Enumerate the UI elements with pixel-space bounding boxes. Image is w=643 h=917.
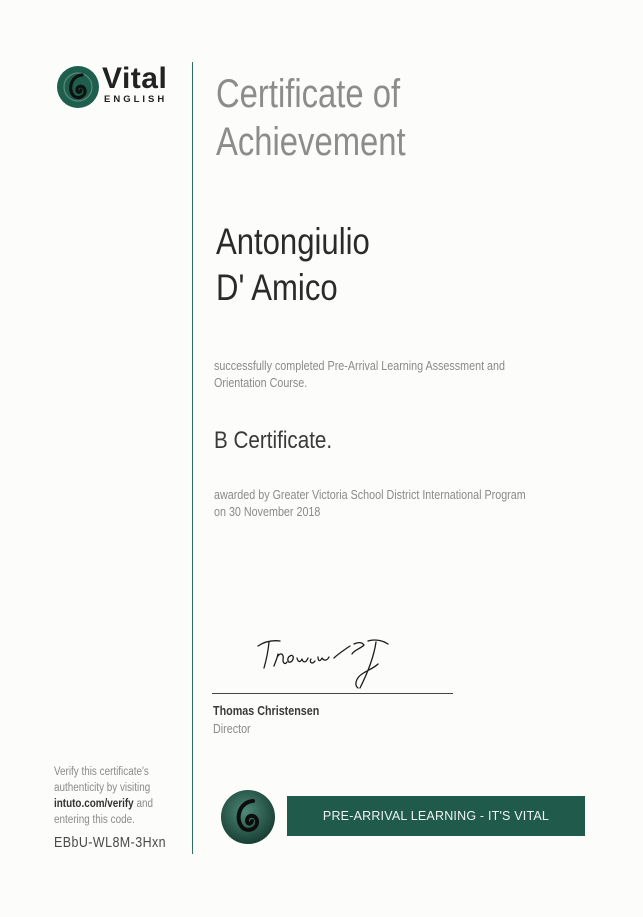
- slogan-text: PRE-ARRIVAL LEARNING - IT'S VITAL: [322, 809, 550, 823]
- recipient-first-name: Antongiulio: [216, 221, 370, 262]
- koru-emblem-icon: [220, 789, 276, 845]
- signatory-name: Thomas Christensen: [213, 704, 320, 718]
- award-statement: [214, 487, 575, 521]
- certificate-title: [216, 70, 406, 166]
- award-date: on 30 November 2018: [214, 505, 321, 519]
- title-line-2: Achievement: [216, 120, 406, 164]
- verify-url-link[interactable]: intuto.com/verify: [54, 798, 134, 810]
- signatory-role: Director: [213, 722, 251, 736]
- certificate-grade: B Certificate.: [214, 427, 333, 454]
- logo-subtitle-text: ENGLISH: [104, 94, 168, 105]
- koru-logo-icon: [56, 65, 100, 109]
- award-issuer: awarded by Greater Victoria School District International Program: [214, 488, 526, 502]
- vital-english-logo: [56, 62, 182, 109]
- logo-brand-text: Vital: [102, 62, 168, 95]
- signature-line: [212, 693, 453, 694]
- recipient-last-name: D' Amico: [216, 267, 338, 308]
- verify-text-after: and entering this code.: [54, 798, 153, 826]
- slogan-banner: [287, 796, 585, 836]
- vertical-divider: [192, 62, 193, 854]
- verification-code: EBbU-WL8M-3Hxn: [54, 835, 167, 851]
- title-line-1: Certificate of: [216, 72, 401, 116]
- handwritten-signature: [250, 628, 410, 698]
- recipient-name: [216, 219, 370, 311]
- verify-text-before: Verify this certificate's authenticity by visiting: [54, 766, 151, 794]
- course-description: successfully completed Pre-Arrival Learning Assessment and Orientation Course.: [214, 359, 505, 390]
- verification-instructions: [54, 764, 183, 828]
